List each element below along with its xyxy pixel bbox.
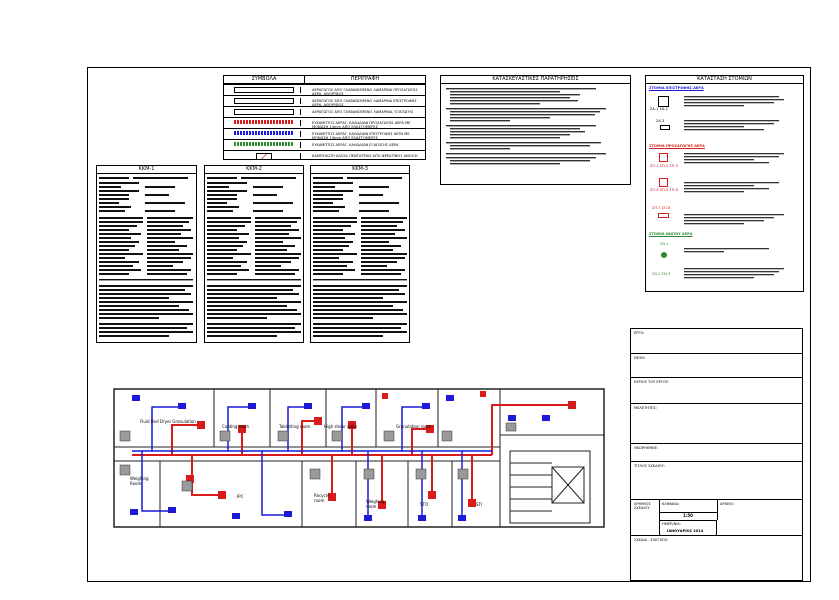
room-label: IPC: [237, 494, 244, 499]
outlet-descriptions: [684, 88, 802, 288]
room-label: Tabletting room: [279, 424, 311, 429]
kkm-3-panel: [310, 165, 410, 343]
white-duct-icon: [228, 87, 301, 93]
notes-text-block: [441, 84, 630, 184]
kkm-3-spec-text: [313, 175, 409, 343]
tb-designers-label: ΜΕΛΕΤΗΤΕΣ:: [634, 406, 657, 410]
tb-signatures-row: [631, 535, 802, 582]
white-duct-icon: [228, 109, 301, 115]
hvac-units: [120, 423, 516, 491]
supply-outlet-code: ΣΠ-7 ΣΠ-8: [652, 206, 671, 210]
blue-flex-duct-icon: [228, 131, 301, 137]
tb-scale-value: 1:50: [659, 512, 718, 520]
tb-signatures-label: ΣΧΕΔΙΑ - ΕΛΕΓΧΟΣ:: [634, 538, 669, 542]
floor-plan: [112, 385, 622, 535]
building-outline: [114, 389, 604, 527]
tb-date-value: ΙΑΝΟΥΑΡΙΟΣ 2014: [667, 529, 704, 533]
return-outlets-title: ΣΤΟΜΙΑ ΕΠΙΣΤΡΟΦΗΣ ΑΕΡΑ: [649, 86, 704, 90]
tb-drawing-no-cell: [631, 500, 660, 536]
notes-panel: [440, 75, 631, 185]
legend-row: [224, 150, 425, 161]
room-label: Recycle room: [314, 493, 330, 503]
return-grille-icon: [660, 125, 670, 130]
tb-designers-row: [631, 403, 802, 443]
fresh-air-outlets-title: ΣΤΟΜΙΑ ΝΩΠΟΥ ΑΕΡΑ: [649, 232, 693, 236]
legend-row-text: ΕΥΚΑΜΠΤΟΣ ΑΕΡΑΓ. ΚΑΛΩΔΙΩΝ ΕΞΑΓΩΓΗΣ ΑΕΡΑ: [312, 143, 399, 147]
notes-title: ΚΑΤΑΣΚΕΥΑΣΤΙΚΕΣ ΠΑΡΑΤΗΡΗΣΕΙΣ: [441, 76, 630, 84]
supply-ducts: [132, 405, 572, 505]
tb-approved-label: ΘΕΩΡΗΘΗΚΕ:: [634, 446, 659, 450]
tb-location-label: ΘΕΣΗ:: [634, 356, 646, 360]
red-flex-duct-icon: [228, 120, 301, 126]
room-label: High shear room: [324, 424, 358, 429]
green-flex-duct-icon: [228, 142, 301, 148]
tb-drawing-title-row: [631, 461, 802, 499]
supply-outlet-code: ΣΠ-4 ΣΠ-5 ΣΠ-6: [650, 188, 678, 192]
tb-project-label: ΕΡΓΟ:: [634, 331, 645, 335]
return-outlet-code: ΣΑ-1 ΣΑ-2: [650, 107, 668, 111]
white-duct-icon: [228, 98, 301, 104]
supply-outlets-title: ΣΤΟΜΙΑ ΠΡΟΣΑΓΩΓΗΣ ΑΕΡΑ: [649, 144, 705, 148]
supply-outlet-code: ΣΠ-1 ΣΠ-2 ΣΠ-3: [650, 164, 678, 168]
room-label: STO: [420, 502, 429, 507]
supply-diffuser-icon: [659, 178, 668, 187]
legend-row-text: ΑΕΡΑΓΩΓΟΣ ΑΠΟ ΓΑΛΒΑΝΙΣΜΕΝΟ ΛΑΜΑΡΙΝΑ ΕΠΙΣΤΡΟΦΗΣ ΑΕΡΑ, ΑΘΟΡΥΒΟΣ: [312, 99, 417, 107]
room-label: Fluid Bed Dryer Granulation: [140, 419, 196, 424]
tb-date-cell: [659, 520, 717, 536]
room-walls: [114, 389, 604, 527]
kkm-1-title: ΚΚΜ-1: [97, 166, 196, 174]
kkm-1-spec-text: [99, 175, 196, 343]
tb-drawing-title-label: ΤΙΤΛΟΣ ΣΧΕΔΙΟΥ:: [634, 464, 665, 468]
tb-file-cell: [717, 500, 803, 536]
legend-row-text: ΚΑΜΠΥΛΩΤΗ ΚΑΣΣΑ ΠΕΝΤΑΤΡΙΑΣ ΑΠΟ ΦΡΕΑΤΙΝΟΥ ΑΝΟΙΞΗ: [312, 154, 418, 158]
room-label: Coating room: [222, 424, 250, 429]
tb-file-label: ΑΡΧΕΙΟ:: [720, 502, 735, 506]
tb-project-row: [631, 329, 802, 353]
tb-meta-row: [631, 499, 802, 535]
fresh-air-outlet-code: ΣΝ-2 ΣΝ-3: [652, 272, 671, 276]
room-label: Weighing room: [366, 499, 385, 509]
legend-row-text: ΕΥΚΑΜΠΤΟΣ ΑΕΡΑΓ. ΚΑΛΩΔΙΩΝ ΠΡΟΣΑΓΩΓΗΣ ΑΕΡΑ ΜΕ ΜΟΝΩΣΗ 13mm ΑΠΟ ΕΛΑΣΤΟΜΕΡΕΣ: [312, 121, 411, 129]
outlet-status-panel: [645, 75, 804, 292]
tb-date-label: ΗΜΕΡ/ΝΙΑ:: [662, 522, 681, 526]
supply-grille-icon: [658, 213, 669, 218]
kkm-2-title: ΚΚΜ-2: [205, 166, 303, 174]
tb-owner-row: [631, 377, 802, 403]
tb-owner-label: ΚΥΡΙΟΣ ΤΟΥ ΕΡΓΟΥ:: [634, 380, 670, 384]
room-label: Weighing Room: [130, 476, 149, 486]
title-block: [630, 328, 803, 581]
legend-row-text: ΑΕΡΑΓΩΓΟΣ ΑΠΟ ΓΑΛΒΑΝΙΣΜΕΝΟ ΛΑΜΑΡΙΝΑ, ΕΞΑΓΩΓΗΣ: [312, 110, 414, 114]
kkm-3-title: ΚΚΜ-3: [311, 166, 409, 174]
legend-table: [223, 75, 426, 160]
tb-scale-label: ΚΛΙΜΑΚΑ:: [662, 502, 680, 506]
legend-col-symbol: ΣΥΜΒΟΛΑ: [224, 76, 305, 83]
legend-col-description: ΠΕΡΙΓΡΑΦΗ: [350, 76, 380, 82]
fresh-air-outlet-code: ΣΝ-1: [660, 242, 669, 246]
legend-header: [224, 76, 425, 84]
outlet-status-title: ΚΑΤΑΣΤΑΣΗ ΣΤΟΜΙΩΝ: [646, 76, 803, 84]
tb-approved-row: [631, 443, 802, 461]
room-label: Granulation room: [396, 424, 432, 429]
kkm-2-spec-text: [207, 175, 303, 343]
kkm-2-panel: [204, 165, 304, 343]
fresh-air-diffuser-icon: [661, 252, 667, 258]
tb-drawing-no-label: ΑΡΙΘΜΟΣ ΣΧΕΔΙΟΥ: [634, 502, 651, 510]
kkm-1-panel: [96, 165, 197, 343]
room-label: STI: [476, 502, 483, 507]
tb-location-row: [631, 353, 802, 377]
legend-row-text: ΕΥΚΑΜΠΤΟΣ ΑΕΡΑΓ. ΚΑΛΩΔΙΩΝ ΕΠΙΣΤΡΟΦΗΣ ΑΕΡΑ ΜΕ ΜΟΝΩΣΗ 13mm ΑΠΟ ΕΛΑΣΤΟΜΕΡΕΣ: [312, 132, 410, 140]
supply-diffuser-icon: [659, 153, 668, 162]
return-outlet-code: ΣΑ-3: [656, 119, 665, 123]
legend-row-text: ΑΕΡΑΓΩΓΟΣ ΑΠΟ ΓΑΛΒΑΝΙΣΜΕΝΟ ΛΑΜΑΡΙΝΑ ΠΡΟΣΑΓΩΓΗΣ ΑΕΡΑ, ΑΘΟΡΥΒΟΣ: [312, 88, 418, 96]
damper-icon: [228, 153, 301, 159]
return-grille-icon: [658, 96, 669, 107]
